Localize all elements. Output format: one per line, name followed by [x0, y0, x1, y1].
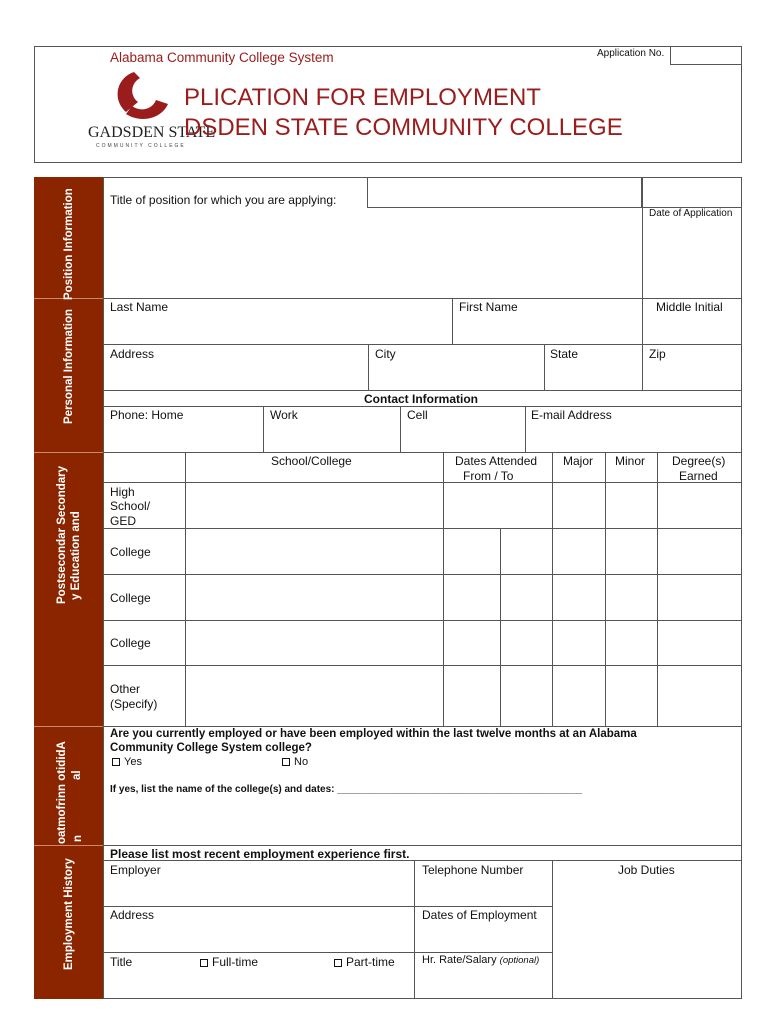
section-label-acc-1: oatmofrinn otididA	[56, 741, 68, 844]
section-label-personal: Personal Information	[63, 308, 75, 424]
row-line	[103, 574, 742, 575]
dates-from-to-header: From / To	[463, 469, 514, 483]
col-line	[552, 452, 553, 726]
logo-subtext: COMMUNITY COLLEGE	[96, 143, 186, 149]
dates-employment-label[interactable]: Dates of Employment	[422, 908, 537, 922]
degree-header-1: Degree(s)	[672, 454, 726, 468]
part-time-option[interactable]	[334, 955, 395, 969]
first-name-label[interactable]: First Name	[459, 300, 518, 314]
acc-question-line1: Are you currently employed or have been employed within the last twelve months at an Alabama	[110, 728, 637, 740]
section-label-education-2: y Education and	[70, 511, 82, 600]
checkbox-icon[interactable]	[200, 959, 208, 967]
section-label-education-1: Postsecondar Secondary	[56, 465, 68, 604]
row-line	[103, 845, 742, 846]
col-line	[368, 344, 369, 390]
telephone-label[interactable]: Telephone Number	[422, 863, 524, 877]
full-time-label: Full-time	[212, 955, 259, 969]
col-line	[400, 406, 401, 452]
city-label[interactable]: City	[375, 347, 396, 361]
edu-row-label: School/	[110, 499, 151, 513]
col-line	[605, 452, 606, 726]
full-time-option[interactable]	[200, 955, 258, 969]
work-phone-label[interactable]: Work	[270, 408, 298, 422]
row-line	[103, 860, 742, 861]
rate-optional: (optional)	[499, 955, 540, 966]
row-line	[103, 726, 742, 727]
row-line	[103, 452, 742, 453]
col-line	[263, 406, 264, 452]
job-title-label[interactable]: Title	[110, 955, 133, 969]
col-line	[452, 298, 453, 344]
rate-text: Hr. Rate/Salary	[422, 954, 497, 966]
section-label-employment: Employment History	[63, 858, 75, 970]
section-label-acc-2: al	[71, 770, 83, 780]
edu-row-label: College	[110, 591, 151, 605]
checkbox-icon[interactable]	[334, 959, 342, 967]
acc-list-label[interactable]: If yes, list the name of the college(s) and dates: ____________________________________________	[110, 784, 582, 795]
email-label[interactable]: E-mail Address	[531, 408, 612, 422]
row-line	[103, 390, 742, 391]
col-line	[500, 528, 501, 726]
degree-header-2: Earned	[679, 469, 718, 483]
edu-row-label: (Specify)	[110, 697, 158, 711]
section-label-position: Position Information	[63, 188, 75, 300]
address-label[interactable]: Address	[110, 347, 155, 361]
col-line	[525, 406, 526, 452]
col-line	[552, 860, 553, 999]
acc-question-line2: Community College System college?	[110, 742, 312, 754]
col-line	[642, 298, 643, 344]
col-line	[443, 452, 444, 726]
acc-no-option[interactable]	[282, 756, 308, 768]
dates-attended-header: Dates Attended	[455, 454, 538, 468]
row-line	[103, 906, 552, 907]
row-line	[103, 528, 742, 529]
cell-phone-label[interactable]: Cell	[407, 408, 428, 422]
row-line	[103, 665, 742, 666]
edu-row-label: GED	[110, 514, 137, 528]
row-line	[103, 952, 552, 953]
state-label[interactable]: State	[550, 347, 579, 361]
row-line	[103, 482, 742, 483]
edu-row-label: College	[110, 636, 151, 650]
application-no-field[interactable]	[670, 46, 742, 65]
major-header: Major	[563, 454, 594, 468]
section-label-acc-3: n	[72, 834, 84, 842]
minor-header: Minor	[615, 454, 646, 468]
rate-label[interactable]	[422, 954, 539, 966]
school-college-header: School/College	[271, 454, 352, 468]
phone-home-label[interactable]: Phone: Home	[110, 408, 184, 422]
part-time-label: Part-time	[346, 955, 395, 969]
row-line	[103, 298, 742, 299]
application-no-label: Application No.	[597, 48, 665, 59]
sidebar-divider	[34, 845, 103, 846]
acc-yes-option[interactable]	[112, 756, 142, 768]
form-title-line1: PLICATION FOR EMPLOYMENT	[184, 84, 541, 111]
acc-no-label: No	[294, 756, 309, 768]
last-name-label[interactable]: Last Name	[110, 300, 169, 314]
edu-row-label: High	[110, 485, 135, 499]
row-line	[103, 344, 742, 345]
edu-row-label: Other	[110, 682, 141, 696]
position-title-label: Title of position for which you are applying:	[110, 193, 337, 207]
edu-row-label: College	[110, 545, 151, 559]
position-title-field[interactable]	[367, 177, 642, 208]
col-line	[544, 344, 545, 390]
zip-label[interactable]: Zip	[649, 347, 666, 361]
date-divider	[642, 177, 643, 298]
col-line	[414, 860, 415, 999]
col-line	[185, 452, 186, 726]
checkbox-icon[interactable]	[282, 758, 290, 766]
acc-yes-label: Yes	[124, 756, 142, 768]
col-line	[657, 452, 658, 726]
checkbox-icon[interactable]	[112, 758, 120, 766]
employer-address-label[interactable]: Address	[110, 908, 155, 922]
logo-text: GADSDEN STATE	[88, 124, 216, 141]
sidebar-divider	[34, 726, 103, 727]
contact-info-header: Contact Information	[364, 392, 478, 406]
employment-instruction: Please list most recent employment experience first.	[110, 847, 410, 861]
form-title-line2: DSDEN STATE COMMUNITY COLLEGE	[184, 114, 623, 141]
system-name: Alabama Community College System	[110, 50, 334, 65]
sidebar-divider	[34, 452, 103, 453]
row-line	[103, 620, 742, 621]
col-line	[642, 344, 643, 390]
date-of-application-label: Date of Application	[649, 208, 733, 219]
job-duties-label[interactable]: Job Duties	[618, 863, 675, 877]
middle-initial-label[interactable]: Middle Initial	[656, 300, 723, 314]
row-line	[103, 406, 742, 407]
employer-label[interactable]: Employer	[110, 863, 161, 877]
